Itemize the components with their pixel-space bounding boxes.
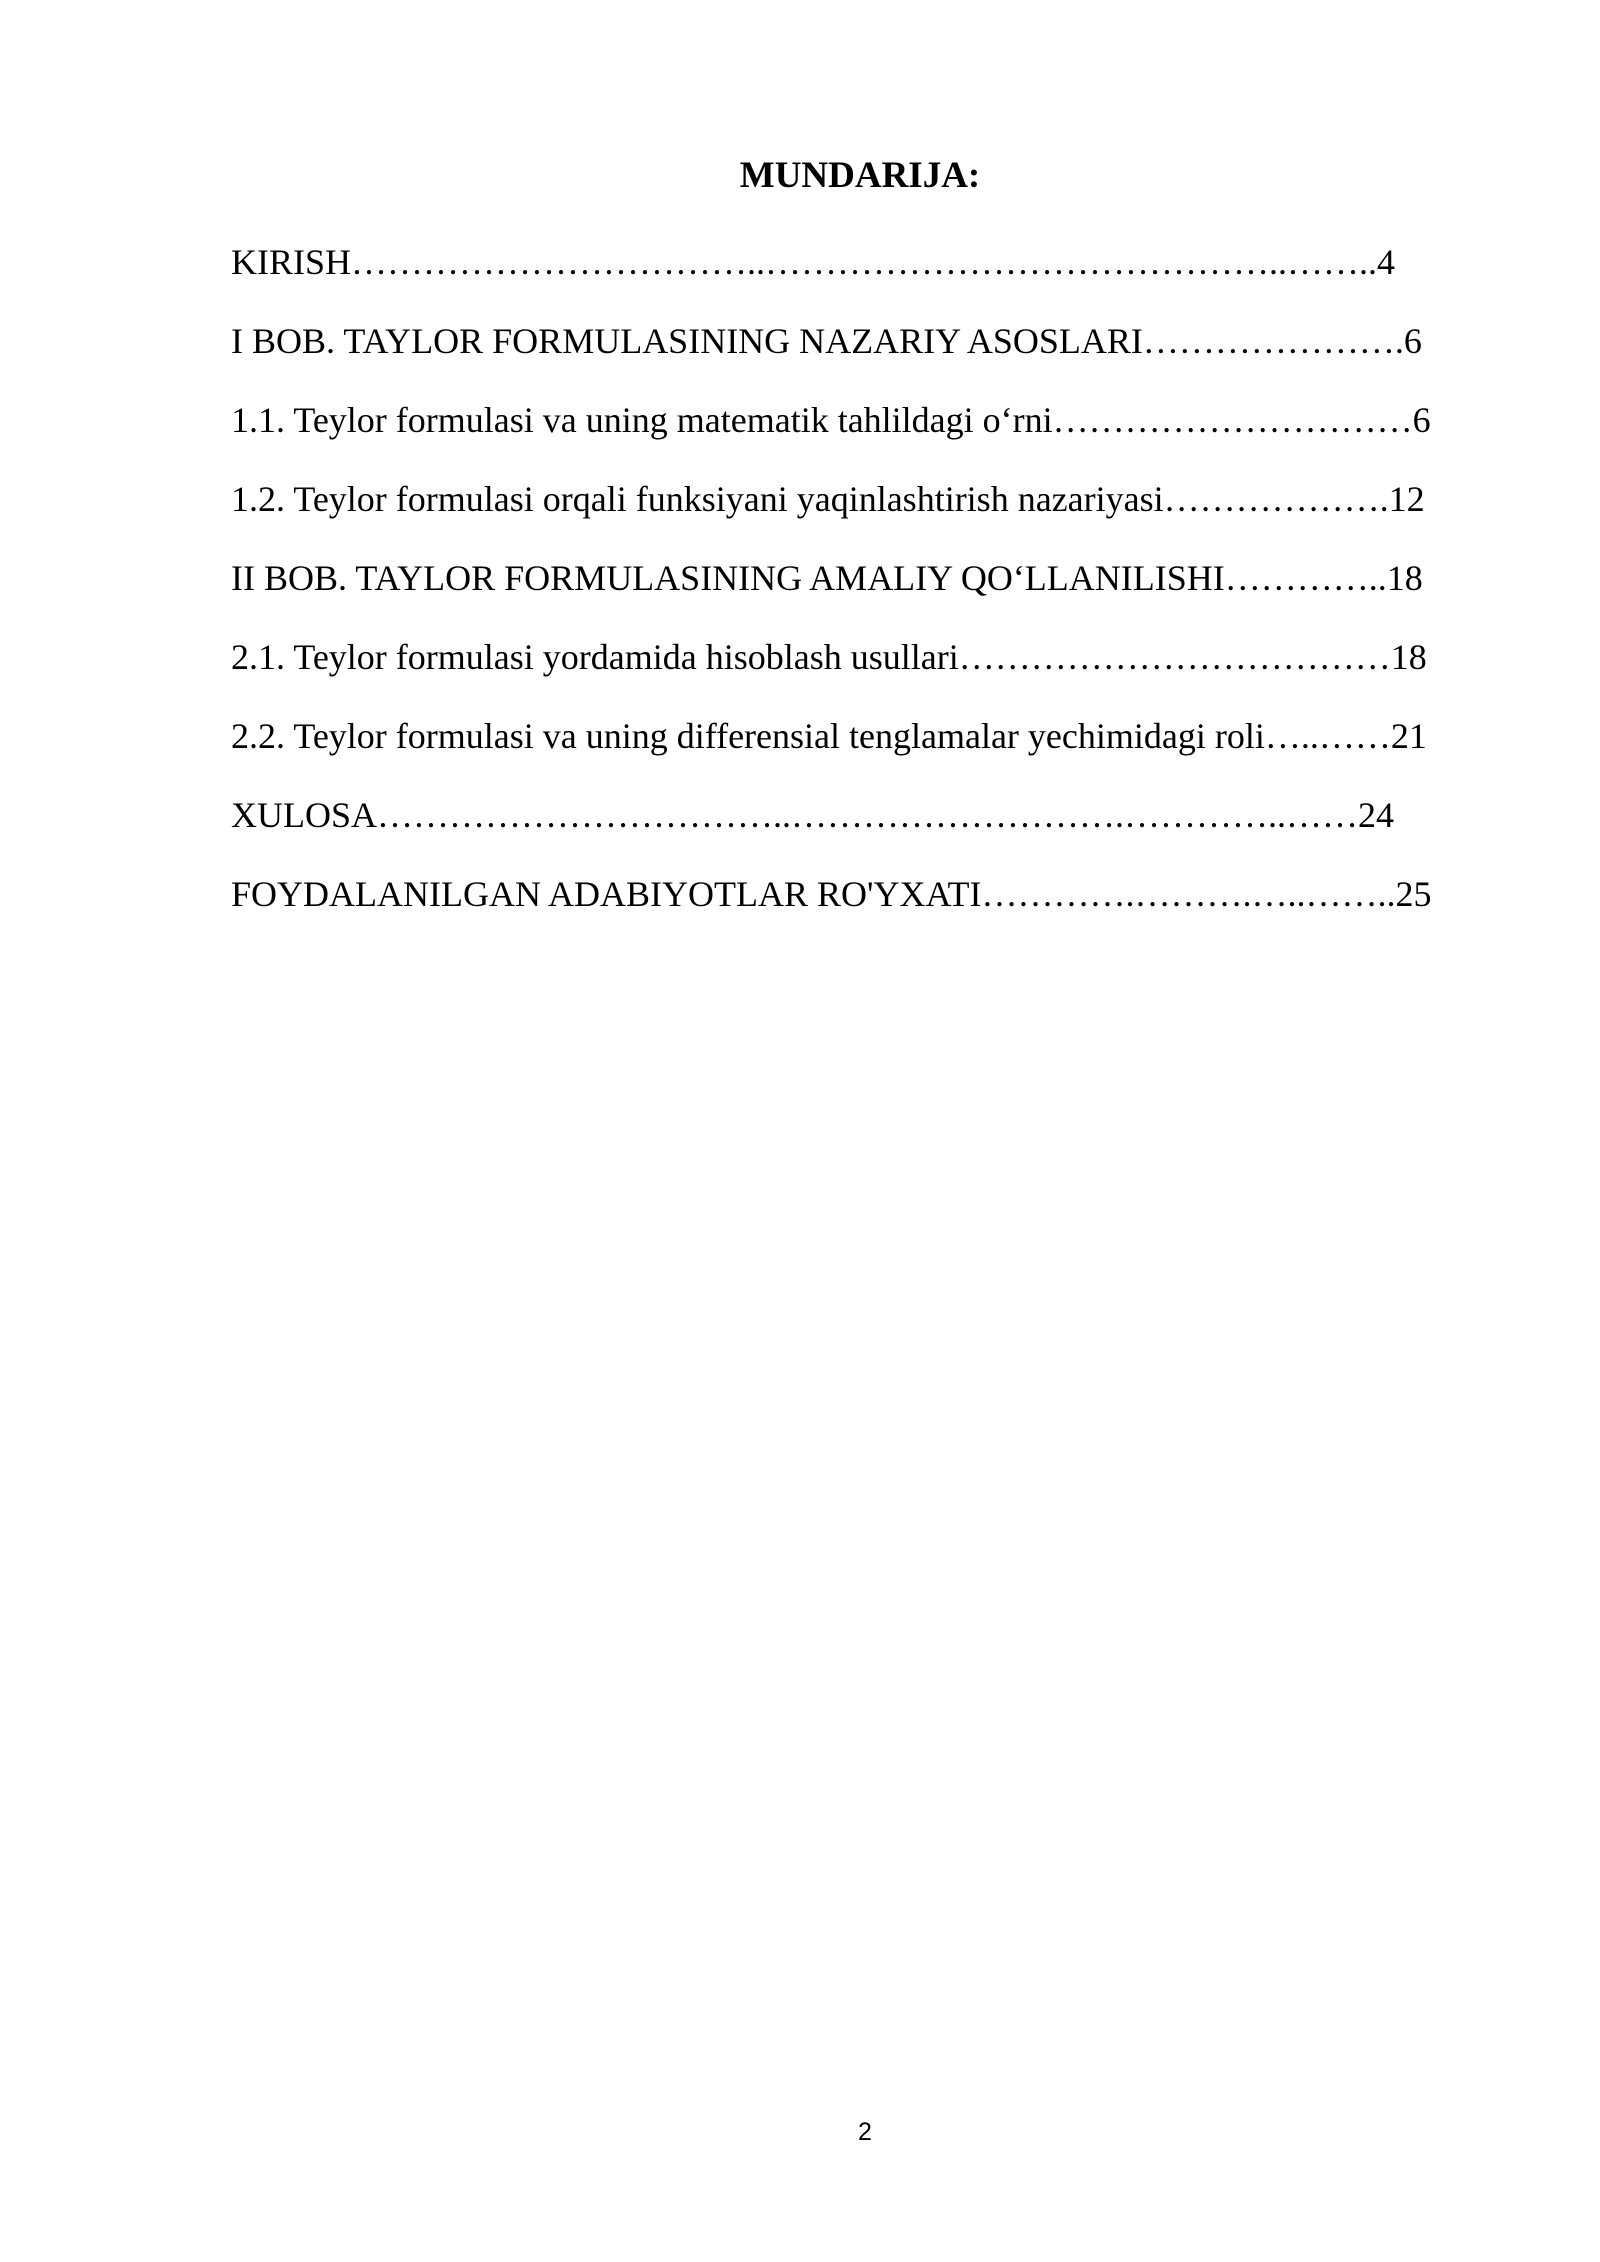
toc-entry-section-1-1[interactable]: 1.1. Teylor formulasi va uning matematik tahlildagi o‘rni…………………………6 bbox=[231, 400, 1431, 440]
toc-entry-section-2-1[interactable]: 2.1. Teylor formulasi yordamida hisoblash usullari………………………………18 bbox=[231, 637, 1427, 677]
page-number: 2 bbox=[858, 2118, 872, 2146]
toc-entry-kirish[interactable]: KIRISH……………………………..……………………………………..……..4 bbox=[231, 242, 1396, 282]
toc-entry-section-1-2[interactable]: 1.2. Teylor formulasi orqali funksiyani yaqinlashtirish nazariyasi……………….12 bbox=[231, 479, 1425, 519]
toc-entry-section-2-2[interactable]: 2.2. Teylor formulasi va uning differensial tenglamalar yechimidagi roli…..……21 bbox=[231, 716, 1427, 756]
toc-entry-chapter-2[interactable]: II BOB. TAYLOR FORMULASINING AMALIY QO‘LLANILISHI…………..18 bbox=[231, 558, 1423, 598]
table-of-contents bbox=[231, 238, 1499, 949]
toc-heading: MUNDARIJA: bbox=[739, 155, 981, 196]
toc-entry-xulosa[interactable]: XULOSA……………………………..……………………….…………..……24 bbox=[231, 795, 1395, 835]
toc-entry-references[interactable]: FOYDALANILGAN ADABIYOTLAR RO'YXATI………….……….…..……..25 bbox=[231, 874, 1432, 914]
toc-entry-chapter-1[interactable]: I BOB. TAYLOR FORMULASINING NAZARIY ASOSLARI………………….6 bbox=[231, 321, 1422, 361]
